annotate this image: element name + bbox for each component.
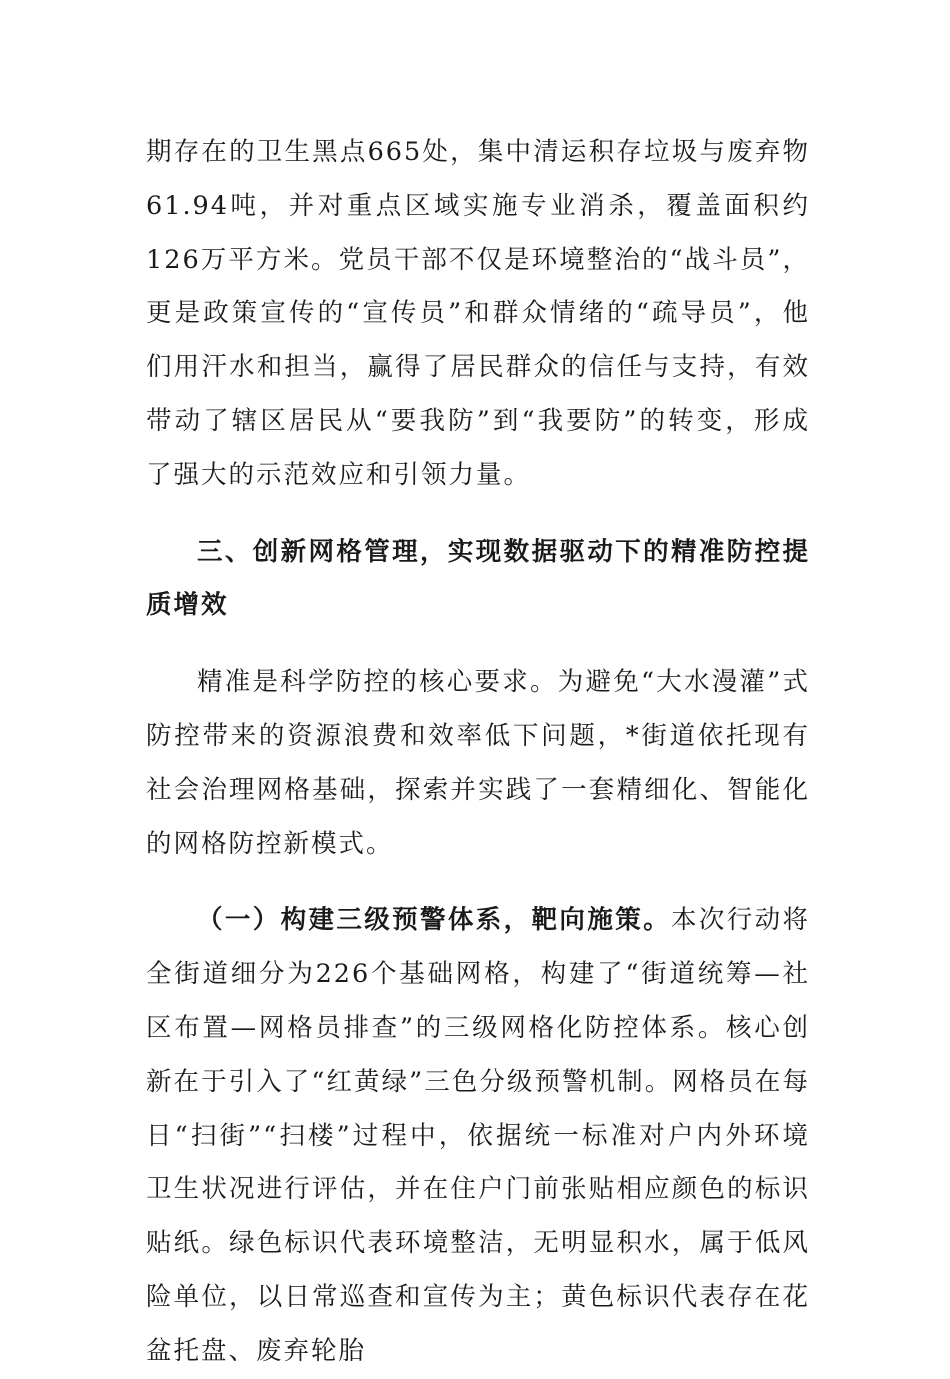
subsection-body: 本次行动将全街道细分为226个基础网格，构建了“街道统筹—社区布置—网格员排查”的三级网格化防控体系。核心创新在于引入了“红黄绿”三色分级预警机制。网格员在每日“扫街”“扫楼”过程中，依据统一标准对户内外环境卫生状况进行评估，并在住户门前张贴相应颜色的标识贴纸。绿色标识代表环境整洁，无明显积水，属于低风险单位，以日常巡查和宣传为主；黄色标识代表存在花盆托盘、废弃轮胎 [146,905,810,1366]
document-body [146,126,810,1379]
paragraph-continuation: 期存在的卫生黑点665处，集中清运积存垃圾与废弃物61.94吨，并对重点区域实施专业消杀，覆盖面积约126万平方米。党员干部不仅是环境整治的“战斗员”，更是政策宣传的“宣传员”和群众情绪的“疏导员”，他们用汗水和担当，赢得了居民群众的信任与支持，有效带动了辖区居民从“要我防”到“我要防”的转变，形成了强大的示范效应和引领力量。 [146,137,810,490]
section-heading: 三、创新网格管理，实现数据驱动下的精准防控提质增效 [146,536,810,621]
intro-paragraph: 精准是科学防控的核心要求。为避免“大水漫灌”式防控带来的资源浪费和效率低下问题，*街道依托现有社会治理网格基础，探索并实践了一套精细化、智能化的网格防控新模式。 [146,667,810,859]
subsection-paragraph [146,894,810,1378]
subsection-lead: （一）构建三级预警体系，靶向施策。 [197,905,671,936]
